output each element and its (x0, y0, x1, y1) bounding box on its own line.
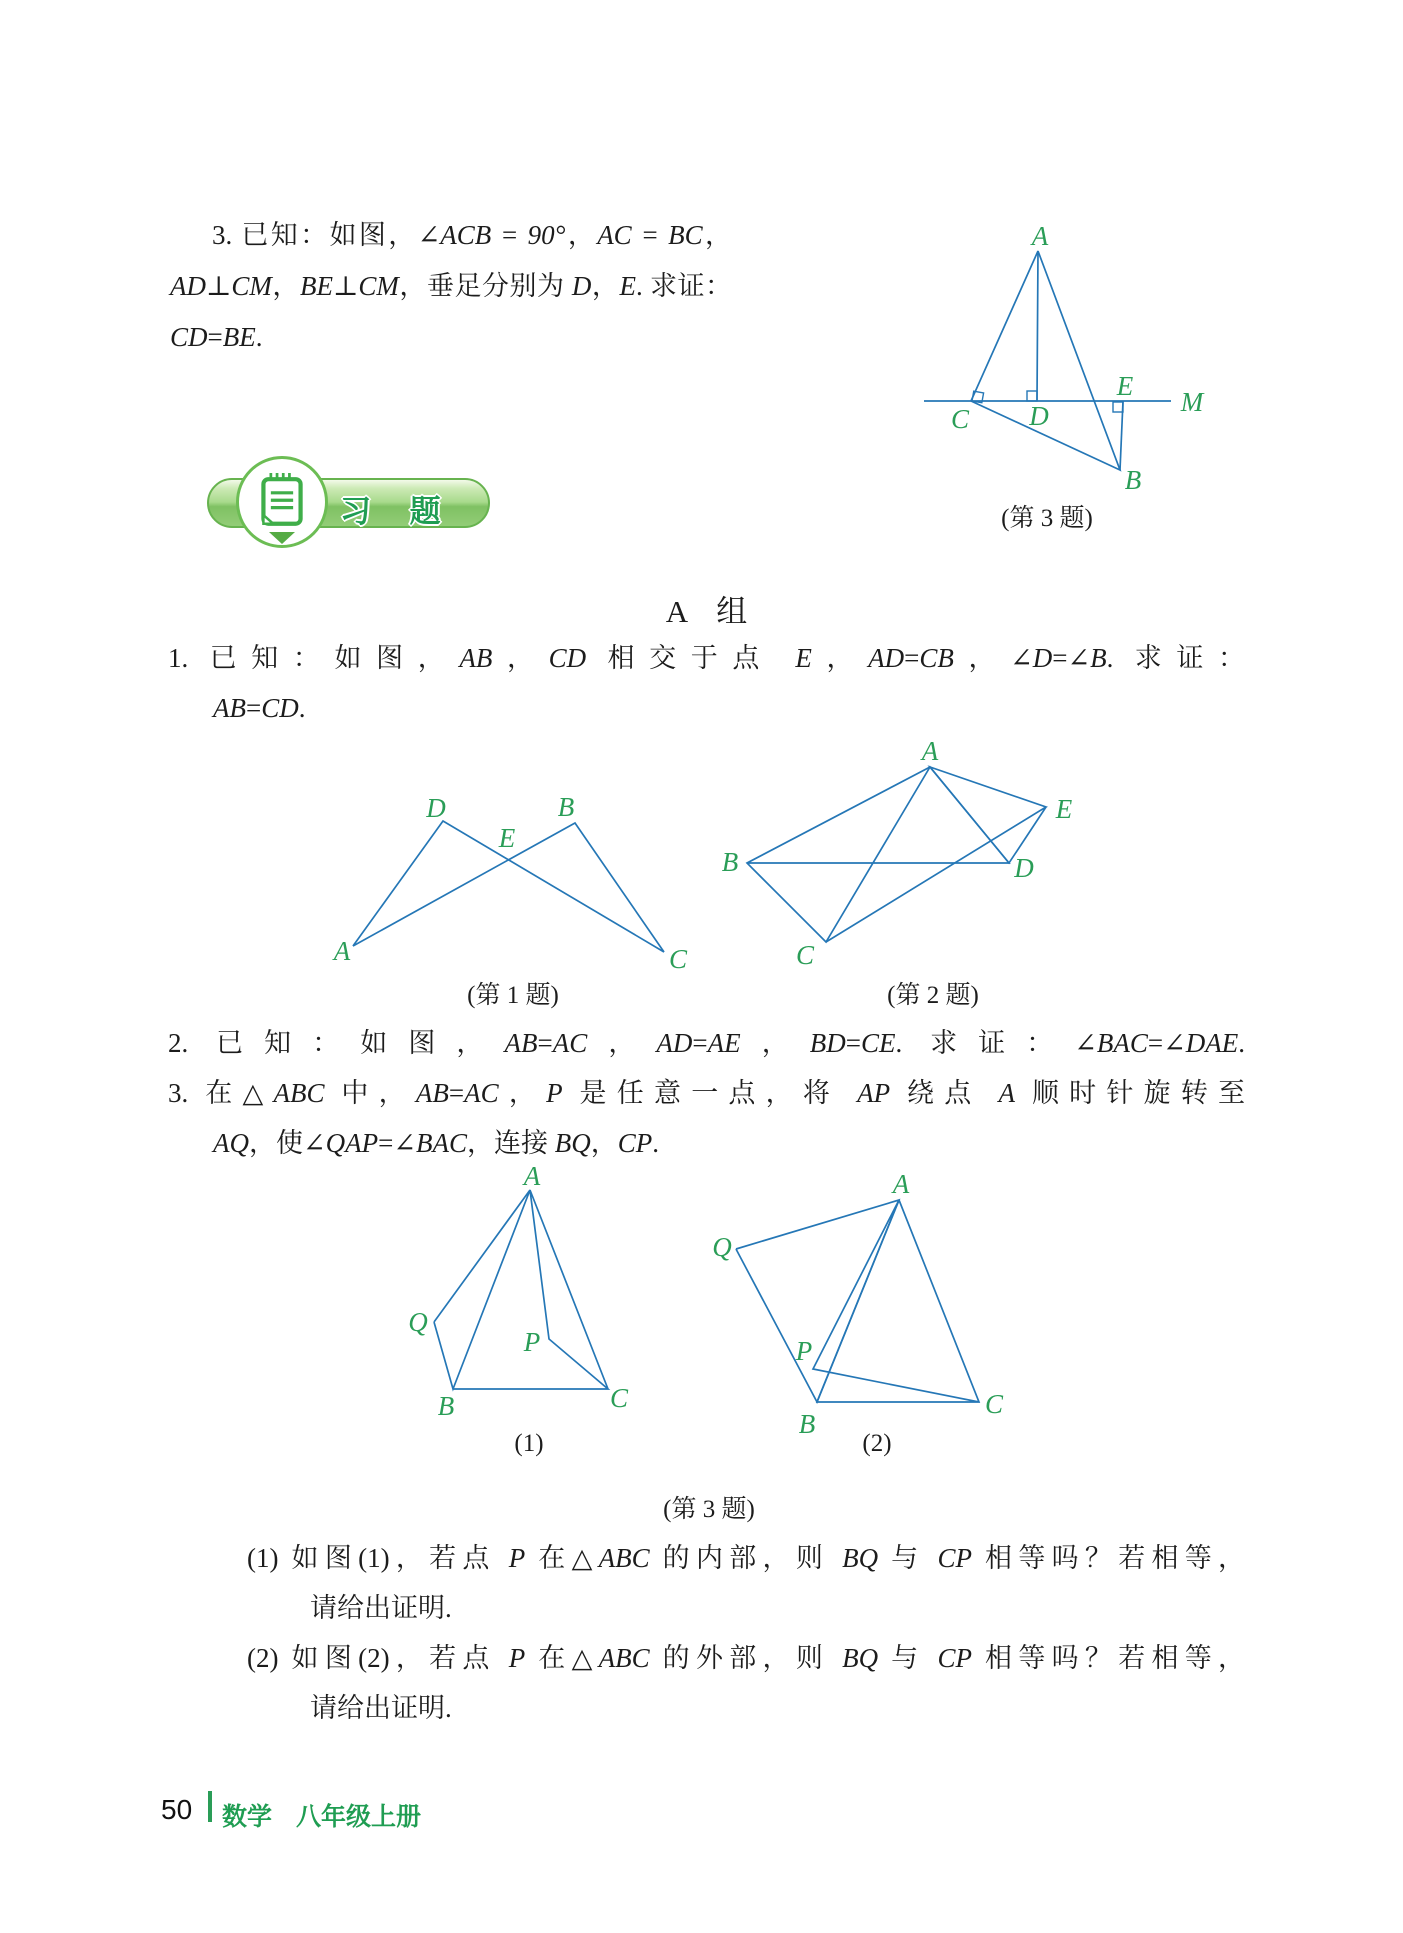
figure3-caption: (第 3 题) (663, 1496, 755, 1523)
vertex-label-b: B (1124, 465, 1142, 495)
vertex-label-c: C (984, 1389, 1004, 1419)
problem3-line2: AQ，使∠QAP=∠BAC，连接 BQ，CP. (213, 1128, 659, 1158)
subquestion2-line1: (2) 如图(2)，若点 P 在△ABC 的外部，则 BQ 与 CP 相等吗？若相等， (247, 1643, 1246, 1673)
vertex-label-d: D (1014, 853, 1034, 883)
intro-problem-line2: AD⊥CM，BE⊥CM，垂足分别为 D，E. 求证： (170, 271, 733, 301)
figure3-2-caption: (2) (862, 1430, 892, 1457)
vertex-label-c: C (795, 940, 815, 970)
footer-divider (208, 1791, 212, 1822)
vertex-label-d: D (426, 793, 446, 823)
vertex-label-a: A (892, 1169, 910, 1199)
vertex-label-q: Q (712, 1232, 732, 1262)
figure-top-problem3 (900, 221, 1220, 497)
footer-book-title (222, 1797, 421, 1833)
vertex-label-b: B (437, 1391, 455, 1421)
vertex-label-q: Q (408, 1307, 428, 1337)
figure-problem3-1 (390, 1161, 670, 1421)
group-a-heading: A 组 (665, 594, 748, 629)
problem1-line1: 1. 已知：如图，AB，CD 相交于点 E，AD=CB，∠D=∠B. 求证： (168, 643, 1245, 673)
vertex-label-p: P (523, 1327, 541, 1357)
vertex-label-e: E (498, 823, 516, 853)
vertex-label-c: C (609, 1383, 629, 1413)
vertex-label-a: A (921, 736, 939, 766)
subquestion1-line2: 请给出证明. (310, 1593, 452, 1623)
notebook-icon (256, 468, 308, 530)
subquestion2-line2: 请给出证明. (310, 1693, 452, 1723)
problem2-line1: 2. 已知：如图，AB=AC，AD=AE，BD=CE. 求证：∠BAC=∠DAE. (168, 1028, 1246, 1058)
vertex-label-a: A (523, 1161, 541, 1191)
vertex-label-b: B (721, 847, 739, 877)
footer-edition: 八年级上册 (296, 1803, 422, 1831)
vertex-label-e: E (1055, 794, 1073, 824)
vertex-label-p: P (795, 1336, 813, 1366)
intro-problem-line3: CD=BE. (170, 322, 263, 352)
vertex-label-b: B (557, 792, 575, 822)
badge-label: 习 题 (340, 494, 443, 529)
subquestion1-line1: (1) 如图(1)，若点 P 在△ABC 的内部，则 BQ 与 CP 相等吗？若相等， (247, 1543, 1246, 1573)
vertex-label-d: D (1029, 401, 1049, 431)
figure-problem2 (700, 735, 1100, 975)
vertex-label-a: A (333, 936, 351, 966)
figure2-caption: (第 2 题) (887, 982, 979, 1009)
figure-problem3-2 (700, 1165, 1020, 1440)
vertex-label-b: B (798, 1409, 816, 1439)
figure-top-caption: (第 3 题) (1001, 505, 1093, 532)
vertex-label-a: A (1031, 221, 1049, 251)
vertex-label-e: E (1116, 371, 1134, 401)
vertex-label-m: M (1180, 387, 1204, 417)
badge-arrow-down-icon (269, 532, 295, 544)
figure1-caption: (第 1 题) (467, 982, 559, 1009)
problem1-line2: AB=CD. (213, 693, 306, 723)
intro-problem-line1: 3. 已知：如图，∠ACB = 90°，AC = BC， (212, 220, 733, 250)
footer-subject: 数学 (222, 1803, 273, 1831)
page-number: 50 (161, 1794, 193, 1825)
figure3-1-caption: (1) (514, 1430, 544, 1457)
problem3-line1: 3. 在△ABC 中，AB=AC，P 是任意一点，将 AP 绕点 A 顺时针旋转至 (168, 1078, 1246, 1108)
vertex-label-c: C (668, 944, 688, 974)
vertex-label-c: C (950, 404, 970, 434)
